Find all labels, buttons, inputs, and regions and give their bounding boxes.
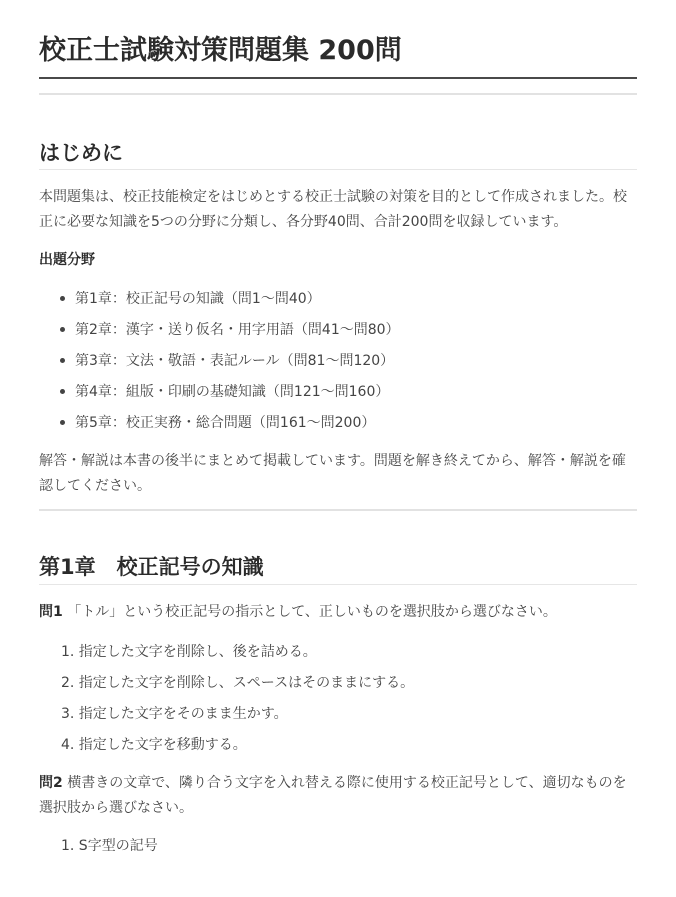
list-item: 第4章：組版・印刷の基礎知識（問121〜問160） <box>75 384 390 400</box>
chapter1-heading: 第1章 校正記号の知識 <box>39 555 264 579</box>
choice-item: 4. 指定した文字を移動する。 <box>61 737 247 753</box>
list-item: 第1章：校正記号の知識（問1〜問40） <box>75 291 321 307</box>
intro-note: 解答・解説は本書の後半にまとめて掲載しています。問題を解き終えてから、解答・解説を確認してください。 <box>39 453 626 494</box>
title-divider <box>39 93 637 95</box>
bullet-icon <box>60 389 65 394</box>
intro-paragraph: 本問題集は、校正技能検定をはじめとする校正士試験の対策を目的として作成されました。校正に必要な知識を5つの分野に分類し、各分野40問、合計200問を収録しています。 <box>39 189 627 230</box>
bullet-icon <box>60 296 65 301</box>
list-item: 第5章：校正実務・総合問題（問161〜問200） <box>75 415 376 431</box>
choice-item: 1. 指定した文字を削除し、後を詰める。 <box>61 644 317 660</box>
chapter1-heading-underline <box>39 584 637 585</box>
bullet-icon <box>60 358 65 363</box>
section-divider <box>39 509 637 511</box>
question-text: 横書きの文章で、隣り合う文字を入れ替える際に使用する校正記号として、適切なものを選択肢から選びなさい。 <box>39 775 627 816</box>
question-text: 「トル」という校正記号の指示として、正しいものを選択肢から選びなさい。 <box>67 604 557 620</box>
question-number: 問1 <box>39 604 63 620</box>
intro-heading: はじめに <box>39 141 123 165</box>
list-item: 第3章：文法・敬語・表記ルール（問81〜問120） <box>75 353 395 369</box>
choice-item: 2. 指定した文字を削除し、スペースはそのままにする。 <box>61 675 415 691</box>
page-title: 校正士試験対策問題集 200問 <box>39 35 402 66</box>
fields-label: 出題分野 <box>39 252 95 268</box>
bullet-icon <box>60 420 65 425</box>
question-2 <box>39 771 639 821</box>
question-number: 問2 <box>39 775 63 791</box>
list-item: 第2章：漢字・送り仮名・用字用語（問41〜問80） <box>75 322 400 338</box>
intro-heading-underline <box>39 169 637 170</box>
choice-item: 1. S字型の記号 <box>61 838 158 854</box>
title-rule <box>39 77 637 79</box>
bullet-icon <box>60 327 65 332</box>
question-1 <box>39 602 557 622</box>
choice-item: 3. 指定した文字をそのまま生かす。 <box>61 706 288 722</box>
